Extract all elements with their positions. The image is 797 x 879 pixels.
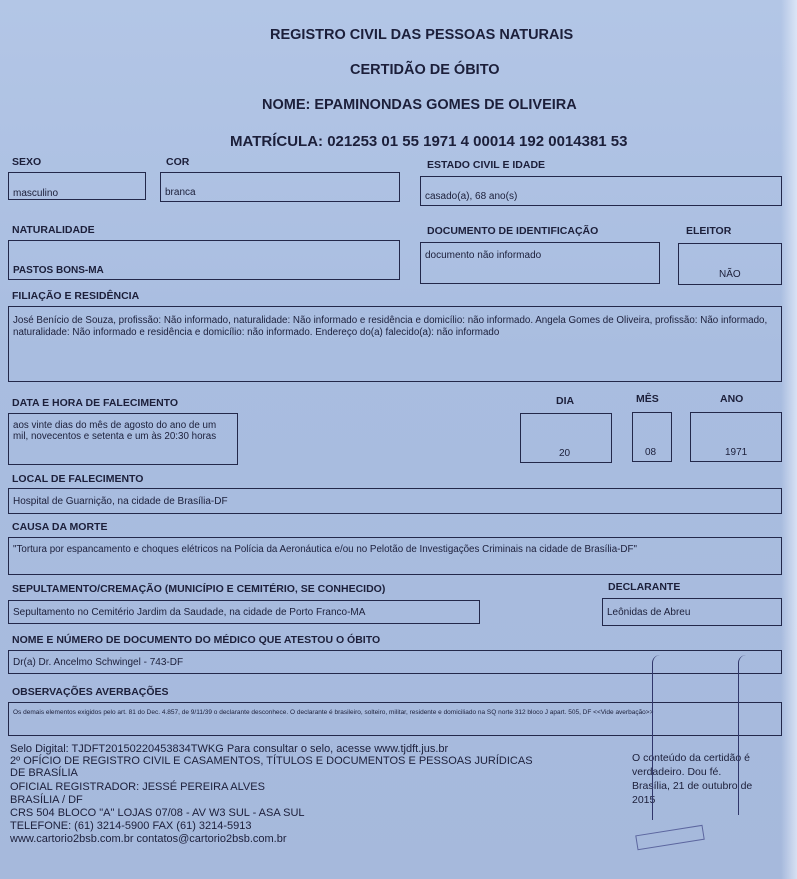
color-label: COR [166, 156, 190, 168]
burial-value: Sepultamento no Cemitério Jardim da Saudade, na cidade de Porto Franco-MA [13, 607, 366, 618]
burial-label: SEPULTAMENTO/CREMAÇÃO (MUNICÍPIO E CEMITÉRIO, SE CONHECIDO) [12, 583, 386, 595]
death-datetime-label: DATA E HORA DE FALECIMENTO [12, 397, 179, 409]
cause-box [8, 537, 782, 575]
registry-title: REGISTRO CIVIL DAS PESSOAS NATURAIS [270, 27, 574, 43]
observations-value: Os demais elementos exigidos pelo art. 81 do Dec. 4.857, de 9/11/39 o declarante desconhece. O declarante é brasileiro, solteiro, militar, residente e domiciliado na SQ norte 312 bloco J apart. 505, DF <<Vide averbação>> [13, 709, 654, 716]
attestation-line-2: verdadeiro. Dou fé. [632, 766, 722, 778]
birthplace-label: NATURALIDADE [12, 224, 95, 236]
color-value: branca [165, 187, 196, 198]
voter-value: NÃO [719, 269, 741, 280]
signature-stroke [738, 655, 749, 815]
declarant-value: Leônidas de Abreu [607, 607, 691, 618]
year-value: 1971 [725, 447, 748, 458]
month-box [632, 412, 672, 462]
birthplace-value: PASTOS BONS-MA [13, 265, 104, 276]
attestation-line-3: Brasília, 21 de outubro de [632, 780, 753, 792]
phone-line: TELEFONE: (61) 3214-5900 FAX (61) 3214-5913 [10, 820, 252, 832]
registration-line: MATRÍCULA: 021253 01 55 1971 4 00014 192 0014381 53 [230, 133, 628, 150]
digital-seal: Selo Digital: TJDFT20150220453834TWKG Para consultar o selo, acesse www.tjdft.jus.br [10, 743, 449, 755]
month-value: 08 [645, 447, 657, 458]
year-label: ANO [720, 393, 744, 405]
observations-label: OBSERVAÇÕES AVERBAÇÕES [12, 686, 169, 698]
declarant-box [602, 598, 782, 626]
voter-box [678, 243, 782, 285]
burial-box [8, 600, 480, 624]
birthplace-box [8, 240, 400, 280]
attestation-line-1: O conteúdo da certidão é [632, 752, 750, 764]
sex-label: SEXO [12, 156, 42, 168]
civil-status-label: ESTADO CIVIL E IDADE [427, 159, 546, 171]
voter-label: ELEITOR [686, 225, 732, 237]
parentage-box [8, 306, 782, 382]
death-place-value: Hospital de Guarnição, na cidade de Brasília-DF [13, 496, 228, 507]
attestation-line-4: 2015 [632, 794, 656, 806]
certificate-title: CERTIDÃO DE ÓBITO [350, 62, 500, 78]
year-box [690, 412, 782, 462]
id-document-box [420, 242, 660, 284]
sex-value: masculino [13, 188, 59, 199]
parentage-value: José Benício de Souza, profissão: Não informado, naturalidade: Não informado e residência e domicílio: não informado. Angela Gomes de Oliveira, profissão: Não informado, naturalidade: Não informado e residência e domicílio: não informado. Endereço do(a) falecido(a): não informado [13, 315, 768, 338]
doctor-box [8, 650, 782, 674]
registrar-line: OFICIAL REGISTRADOR: JESSÉ PEREIRA ALVES [10, 781, 265, 793]
civil-status-value: casado(a), 68 ano(s) [425, 191, 518, 202]
doctor-label: NOME E NÚMERO DE DOCUMENTO DO MÉDICO QUE ATESTOU O ÓBITO [12, 634, 381, 646]
doctor-value: Dr(a) Dr. Ancelmo Schwingel - 743-DF [13, 657, 184, 668]
color-box [160, 172, 400, 202]
city-line: BRASÍLIA / DF [10, 794, 83, 806]
cause-label: CAUSA DA MORTE [12, 521, 108, 533]
month-label: MÊS [636, 393, 659, 405]
id-document-value: documento não informado [425, 250, 542, 261]
registry-stamp [635, 825, 705, 851]
death-place-label: LOCAL DE FALECIMENTO [12, 473, 144, 485]
id-document-label: DOCUMENTO DE IDENTIFICAÇÃO [427, 225, 599, 237]
website-line: www.cartorio2bsb.com.br contatos@cartorio2bsb.com.br [10, 833, 287, 845]
day-value: 20 [559, 448, 571, 459]
signature-stroke [652, 655, 663, 820]
sex-box [8, 172, 146, 200]
death-place-box [8, 488, 782, 514]
day-label: DIA [556, 395, 575, 407]
observations-box [8, 702, 782, 736]
day-box [520, 413, 612, 463]
declarant-label: DECLARANTE [608, 581, 681, 593]
office-line-2: DE BRASÍLIA [10, 767, 78, 779]
address-line: CRS 504 BLOCO "A" LOJAS 07/08 - AV W3 SUL - ASA SUL [10, 807, 305, 819]
parentage-label: FILIAÇÃO E RESIDÊNCIA [12, 290, 140, 302]
civil-status-box [420, 176, 782, 206]
cause-value: "Tortura por espancamento e choques elétricos na Polícia da Aeronáutica e/ou no Pelotão de Investigações Criminais na cidade de Brasília-DF" [13, 544, 637, 555]
death-datetime-value: aos vinte dias do mês de agosto do ano de um mil, novecentos e setenta e um às 20:30 horas [13, 420, 217, 442]
office-line-1: 2º OFÍCIO DE REGISTRO CIVIL E CASAMENTOS, TÍTULOS E DOCUMENTOS E PESSOAS JURÍDICAS [10, 755, 533, 767]
death-datetime-box [8, 413, 238, 465]
name-line: NOME: EPAMINONDAS GOMES DE OLIVEIRA [262, 97, 577, 113]
